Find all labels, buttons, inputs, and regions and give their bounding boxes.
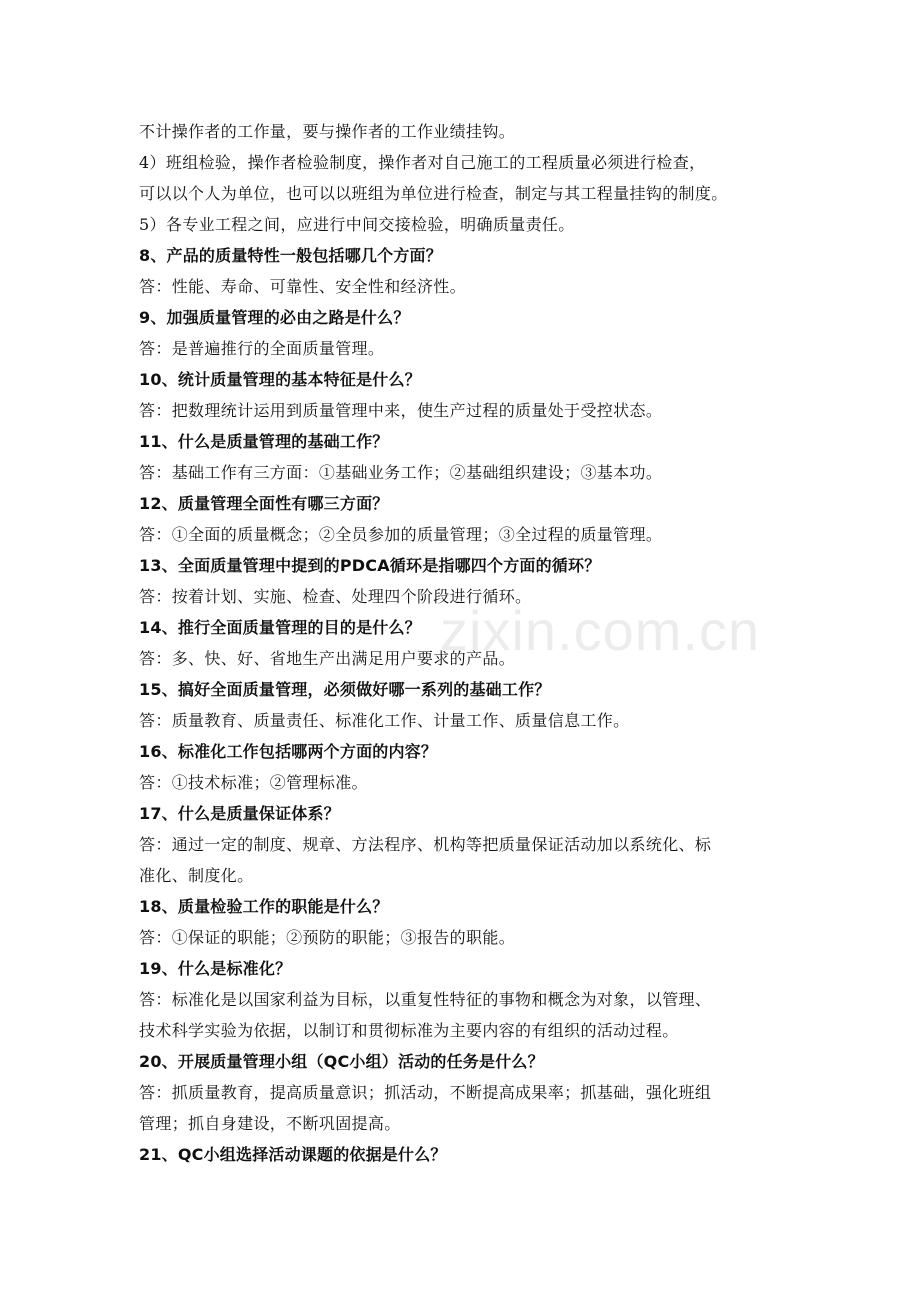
text-line: 4）班组检验，操作者检验制度，操作者对自己施工的工程质量必须进行检查， [139,153,706,172]
text-line: 答：①技术标准；②管理标准。 [139,773,368,792]
text-line: 管理；抓自身建设，不断巩固提高。 [139,1114,401,1133]
question-line: 21、QC小组选择活动课题的依据是什么？ [139,1145,447,1164]
text-line: 答：标准化是以国家利益为目标，以重复性特征的事物和概念为对象，以管理、 [139,990,712,1009]
question-line: 11、什么是质量管理的基础工作？ [139,432,389,451]
text-line: 技术科学实验为依据，以制订和贯彻标准为主要内容的有组织的活动过程。 [139,1021,679,1040]
document-body [139,116,789,1170]
question-line: 14、推行全面质量管理的目的是什么？ [139,618,421,637]
question-line: 18、质量检验工作的职能是什么？ [139,897,389,916]
text-line: 答：按着计划、实施、检查、处理四个阶段进行循环。 [139,587,532,606]
question-line: 16、标准化工作包括哪两个方面的内容？ [139,742,438,761]
question-line: 13、全面质量管理中提到的PDCA循环是指哪四个方面的循环？ [139,556,601,575]
text-line: 答：①保证的职能；②预防的职能；③报告的职能。 [139,928,516,947]
question-line: 12、质量管理全面性有哪三方面？ [139,494,389,513]
text-line: 5）各专业工程之间，应进行中间交接检验，明确质量责任。 [139,215,575,234]
question-line: 15、搞好全面质量管理，必须做好哪一系列的基础工作？ [139,680,551,699]
text-line: 答：性能、寿命、可靠性、安全性和经济性。 [139,277,467,296]
question-line: 20、开展质量管理小组（QC小组）活动的任务是什么？ [139,1052,544,1071]
question-line: 8、产品的质量特性一般包括哪几个方面？ [139,246,442,265]
text-line: 准化、制度化。 [139,866,254,885]
text-line: 答：通过一定的制度、规章、方法程序、机构等把质量保证活动加以系统化、标 [139,835,712,854]
text-line: 答：是普遍推行的全面质量管理。 [139,339,385,358]
text-line: 答：多、快、好、省地生产出满足用户要求的产品。 [139,649,516,668]
text-line: 答：①全面的质量概念；②全员参加的质量管理；③全过程的质量管理。 [139,525,663,544]
watermark-text: zixin.com.cn [440,599,761,662]
text-line: 不计操作者的工作量，要与操作者的工作业绩挂钩。 [139,122,516,141]
text-line: 可以以个人为单位，也可以以班组为单位进行检查，制定与其工程量挂钩的制度。 [139,184,728,203]
question-line: 19、什么是标准化？ [139,959,292,978]
text-line: 答：质量教育、质量责任、标准化工作、计量工作、质量信息工作。 [139,711,630,730]
text-line: 答：把数理统计运用到质量管理中来，使生产过程的质量处于受控状态。 [139,401,663,420]
question-line: 9、加强质量管理的必由之路是什么？ [139,308,410,327]
text-line: 答：抓质量教育，提高质量意识；抓活动，不断提高成果率；抓基础，强化班组 [139,1083,712,1102]
question-line: 17、什么是质量保证体系？ [139,804,340,823]
question-line: 10、统计质量管理的基本特征是什么？ [139,370,421,389]
text-line: 答：基础工作有三方面：①基础业务工作；②基础组织建设；③基本功。 [139,463,663,482]
